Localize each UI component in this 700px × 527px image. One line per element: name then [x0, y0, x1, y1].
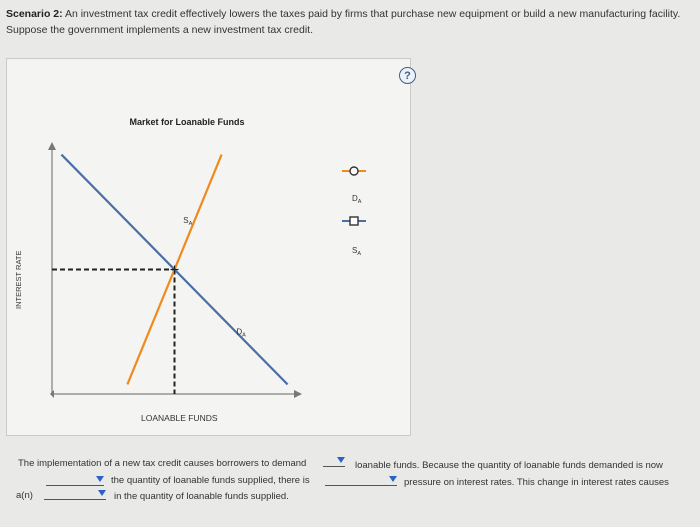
graph-panel: [6, 58, 411, 436]
legend-demand-tool[interactable]: [342, 167, 366, 175]
question-line2-text: the quantity of loanable funds supplied, there is: [111, 475, 310, 486]
demand-curve-label: $D_A$: [236, 327, 246, 339]
x-axis-label: LOANABLE FUNDS: [141, 413, 218, 423]
dropdown-arrow-icon: [389, 476, 397, 482]
chart-svg: [7, 59, 412, 437]
supply-curve-label: $S_A$: [183, 215, 193, 227]
dropdown-arrow-icon: [96, 476, 104, 482]
dropdown-arrow-icon: [337, 457, 345, 463]
question-line1-prefix: The implementation of a new tax credit causes borrowers to demand: [18, 458, 307, 469]
x-axis-arrow-icon: [294, 390, 302, 398]
legend-square-icon: [350, 217, 358, 225]
y-axis-label: INTEREST RATE: [14, 250, 23, 309]
legend-demand-label: $D_A$: [352, 194, 362, 205]
question-line1-suffix: loanable funds. Because the quantity of loanable funds demanded is now: [355, 460, 663, 471]
legend-supply-label: $S_A$: [352, 246, 362, 257]
chart-title: Market for Loanable Funds: [129, 117, 245, 127]
q2-dropdown-right[interactable]: [325, 474, 397, 486]
legend: [342, 167, 366, 257]
legend-supply-tool[interactable]: [342, 217, 366, 225]
scenario-line2: Suppose the government implements a new investment tax credit.: [6, 24, 313, 36]
question-line3-suffix: in the quantity of loanable funds supplied.: [114, 491, 289, 502]
q3-dropdown[interactable]: [44, 488, 106, 500]
dropdown-arrow-icon: [98, 490, 106, 496]
scenario-label: Scenario 2:: [6, 8, 63, 20]
scenario-line1: An investment tax credit effectively lowers the taxes paid by firms that purchase new equipment or build a new manufacturing facility.: [64, 8, 681, 20]
question-line2-suffix: pressure on interest rates. This change in interest rates causes: [404, 477, 669, 488]
question-line3-prefix: a(n): [16, 490, 33, 501]
q2-dropdown-left[interactable]: [46, 474, 104, 486]
legend-circle-icon: [350, 167, 358, 175]
help-icon: ?: [404, 69, 411, 82]
q1-dropdown[interactable]: [323, 455, 345, 467]
scenario-text: [6, 6, 696, 38]
y-axis-arrow-icon: [48, 142, 56, 150]
